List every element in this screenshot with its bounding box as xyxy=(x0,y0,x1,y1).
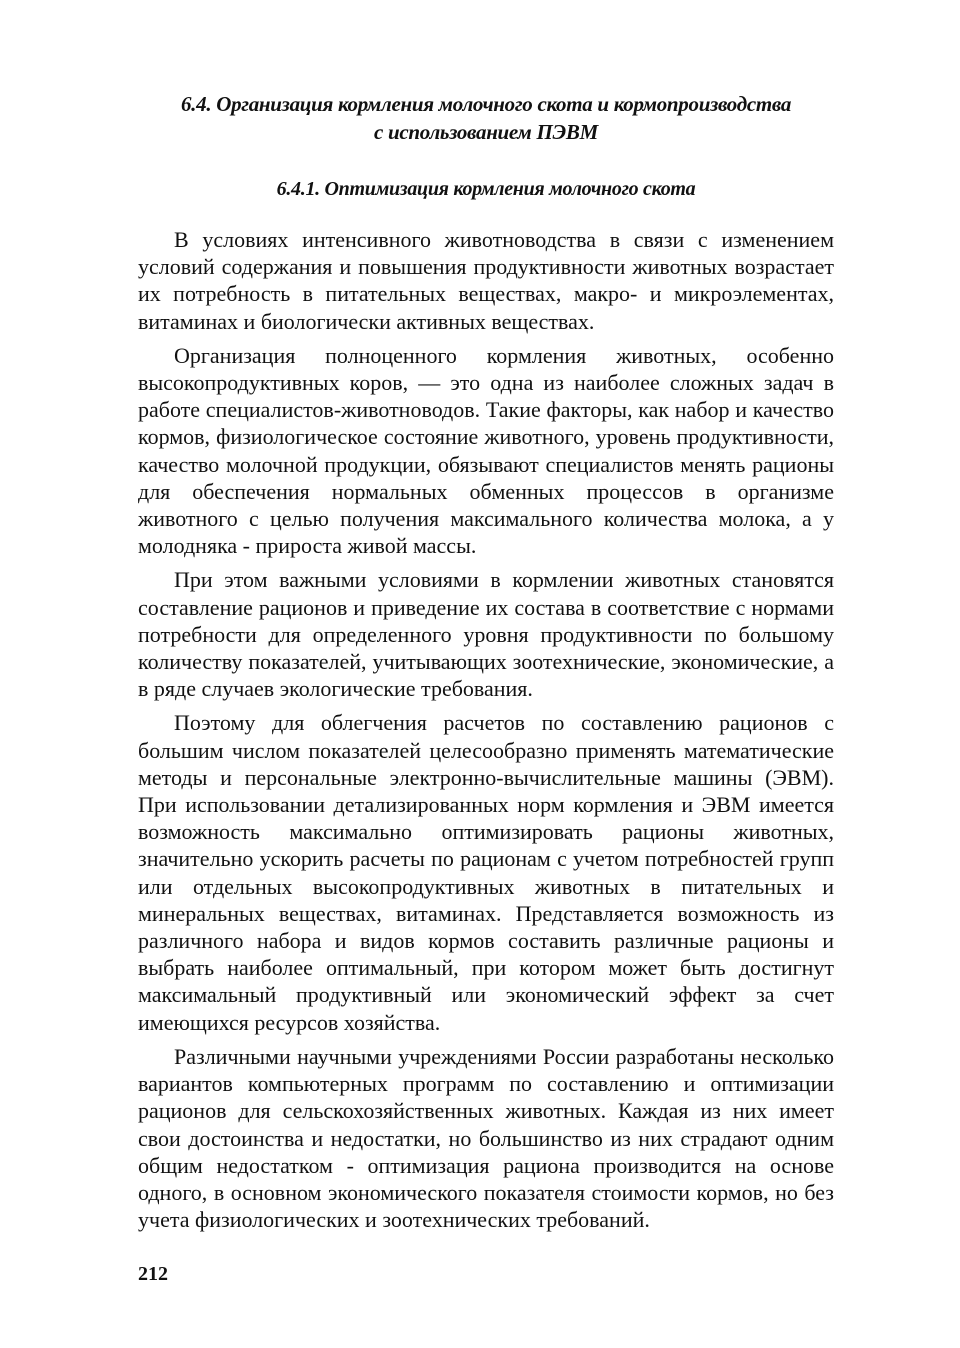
paragraph-3: При этом важными условиями в кормлении животных становятся составление рационов и приведение их состава в соответствие с нормами потребности для определенного уровня продуктивности по большому количеству показателей, учитывающих зоотехнические, экономические, а в ряде случаев экологические требования. xyxy=(138,567,834,702)
paragraph-2: Организация полноценного кормления животных, особенно высокопродуктивных коров, — это одна из наиболее сложных задач в работе специалистов-животноводов. Такие факторы, как набор и качество кормов, физиологическое состояние животного, уровень продуктивности, качество молочной продукции, обязывают специалистов менять рационы для обеспечения нормальных обменных процессов в организме животного с целью получения максимального количества молока, а у молодняка - прироста живой массы. xyxy=(138,342,834,559)
page-number: 212 xyxy=(138,1263,168,1285)
page-content xyxy=(138,90,834,1240)
section-title-line-1: 6.4. Организация кормления молочного скота и кормопроизводства xyxy=(180,92,792,116)
paragraph-1: В условиях интенсивного животноводства в связи с изменением условий содержания и повышения продуктивности животных возрастает их потребность в питательных веществах, макро- и микроэлементах, витаминах и биологически активных веществах. xyxy=(138,227,834,334)
paragraph-5: Различными научными учреждениями России разработаны несколько вариантов компьютерных программ по составлению и оптимизации рационов для сельскохозяйственных животных. Каждая из них имеет свои достоинства и недостатки, но большинство из них страдают одним общим недостатком - оптимизация рациона производится на основе одного, в основном экономического показателя стоимости кормов, но без учета физиологических и зоотехнических требований. xyxy=(138,1043,834,1233)
paragraph-4: Поэтому для облегчения расчетов по составлению рационов с большим числом показателей целесообразно применять математические методы и персональные электронно-вычислительные машины (ЭВМ). При использовании детализированных норм кормления и ЭВМ имеется возможность максимально оптимизировать рационы животных, значительно ускорить расчеты по рационам с учетом потребностей групп или отдельных высокопродуктивных животных в питательных и минеральных веществах, витаминах. Представляется возможность из различного набора и видов кормов составить различные рационы и выбрать наиболее оптимальный, при котором может быть достигнут максимальный продуктивный или экономический эффект за счет имеющихся ресурсов хозяйства. xyxy=(138,710,834,1035)
section-title-line-2: с использованием ПЭВМ xyxy=(374,120,598,144)
subsection-title: 6.4.1. Оптимизация кормления молочного скота xyxy=(276,178,696,200)
section-title xyxy=(138,90,834,146)
